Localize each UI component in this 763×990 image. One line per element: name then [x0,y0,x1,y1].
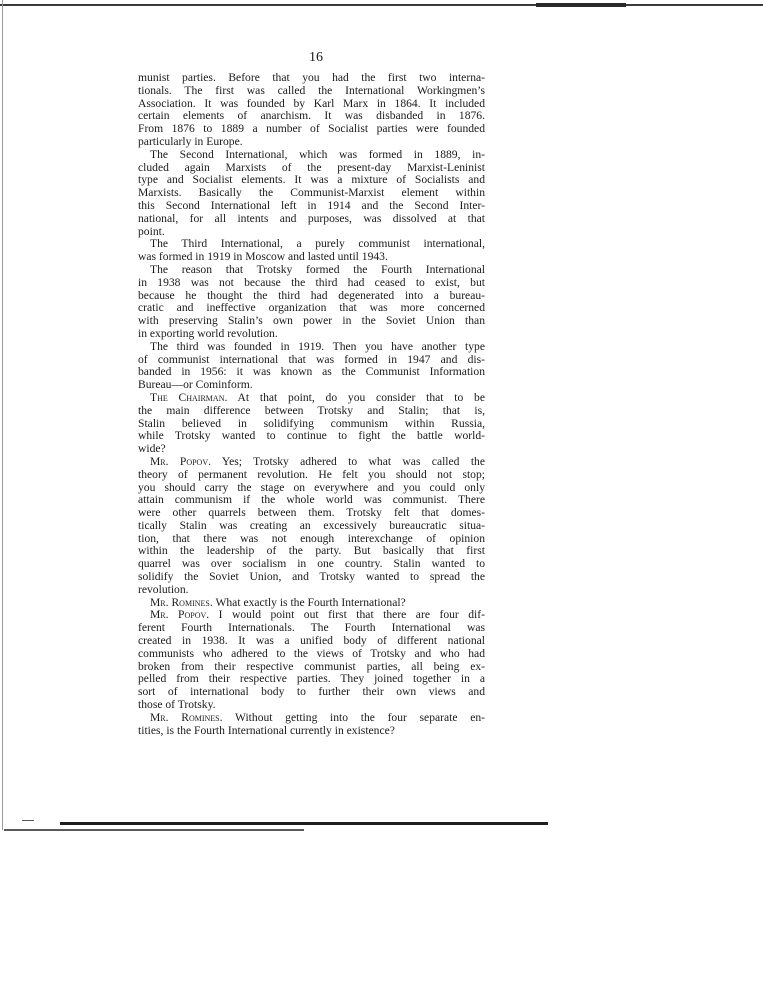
speaker-name: Mr. Popov. [150,608,210,622]
speaker-name: Mr. Romines. [150,595,213,609]
line-text: you should carry the stage on everywhere and you could only [138,480,485,494]
line-text: the main difference between Trotsky and Stalin; that is, [138,403,485,417]
line-text: Bureau—or Cominform. [138,378,253,392]
text-line [138,213,485,226]
line-text: revolution. [138,582,189,596]
text-line [138,571,485,584]
line-text: ferent Fourth Internationals. The Fourth International was [138,621,485,635]
text-line [138,430,485,443]
line-text: quarrel was over socialism in one country. Stalin wanted to [138,557,485,571]
line-text: Yes; Trotsky adhered to what was called the [211,454,485,468]
line-text: Without getting into the four separate en- [222,710,485,724]
line-text: tically Stalin was creating an excessively bureaucratic situa- [138,518,485,532]
line-text: in exporting world revolution. [138,326,278,340]
text-line [138,725,485,738]
line-text: pelled from their respective parties. They joined together in a [138,672,485,686]
body-text [138,72,485,737]
line-text: sort of international body to further their own views and [138,685,485,699]
line-text: type and Socialist elements. It was a mixture of Socialists and [138,173,485,187]
line-text: tion, that there was not enough interexchange of opinion [138,531,485,545]
line-text: tities, is the Fourth International currently in existence? [138,723,395,737]
line-text: The third was founded in 1919. Then you have another type [150,339,485,353]
line-text: From 1876 to 1889 a number of Socialist parties were founded [138,122,485,136]
line-text: attain communism if the whole world was communist. There [138,493,485,507]
line-text: Association. It was founded by Karl Marx in 1864. It included [138,96,485,110]
speaker-name: Mr. Popov. [150,454,212,468]
line-text: Stalin believed in solidifying communism within Russia, [138,416,485,430]
scan-edge-left [2,0,3,830]
scan-edge-bottom-faint [4,829,304,831]
line-text: of communist international that was formed in 1947 and dis- [138,352,485,366]
line-text: certain elements of anarchism. It was disbanded in 1876. [138,109,485,123]
line-text: those of Trotsky. [138,698,216,712]
line-text: because he thought the third had degenerated into a bureau- [138,288,485,302]
line-text: cluded again Marxists of the present-day Marxist-Leninist [138,160,485,174]
line-text: created in 1938. It was a unified body of different national [138,634,485,648]
line-text: this Second International left in 1914 and the Second Inter- [138,198,485,212]
line-text: broken from their respective communist parties, all being ex- [138,659,485,673]
line-text: theory of permanent revolution. He felt you should not stop; [138,467,485,481]
line-text: cratic and ineffective organization that was more concerned [138,301,485,315]
line-text: wide? [138,442,166,456]
line-text: What exactly is the Fourth International? [212,595,406,609]
line-text: with preserving Stalin’s own power in the Soviet Union than [138,314,485,328]
line-text: munist parties. Before that you had the first two interna- [138,71,485,84]
line-text: national, for all intents and purposes, was dissolved at that [138,211,485,225]
line-text: point. [138,224,165,238]
line-text: were other quarrels between them. Trotsky felt that domes- [138,506,485,520]
page-number: 16 [309,50,323,65]
scan-mark [22,820,34,821]
speaker-name: The Chairman. [150,390,228,404]
line-text: The Third International, a purely communist international, [150,237,485,251]
line-text: was formed in 1919 in Moscow and lasted until 1943. [138,250,388,264]
line-text: The reason that Trotsky formed the Fourth International [150,262,485,276]
line-text: while Trotsky wanted to continue to fight the battle world- [138,429,485,443]
line-text: Marxists. Basically the Communist-Marxist element within [138,186,485,200]
line-text: within the leadership of the party. But basically that first [138,544,485,558]
scan-edge-bottom [60,822,548,825]
speaker-name: Mr. Romines. [150,710,223,724]
scan-edge-top-dark [536,3,626,7]
line-text: At that point, do you consider that to be [227,390,485,404]
line-text: particularly in Europe. [138,134,243,148]
line-text: in 1938 was not because the third had ceased to exist, but [138,275,485,289]
line-text: The Second International, which was formed in 1889, in- [150,147,485,161]
line-text: I would point out first that there are four dif- [209,608,485,622]
line-text: solidify the Soviet Union, and Trotsky wanted to spread the [138,570,485,584]
line-text: banded in 1956: it was known as the Communist Information [138,365,485,379]
scan-edge-top [0,4,763,6]
line-text: communists who adhered to the views of Trotsky and who had [138,646,485,660]
line-text: tionals. The first was called the International Workingmen’s [138,83,485,97]
